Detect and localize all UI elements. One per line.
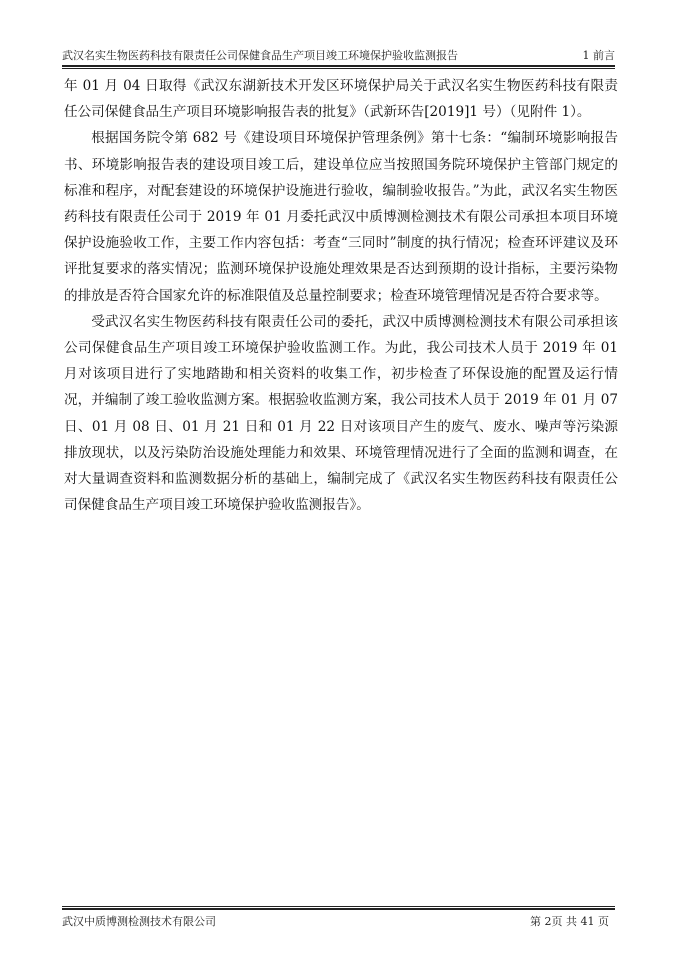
- footer-page-number: 第 2页 共 41 页: [530, 915, 609, 928]
- footer-divider-thin: [62, 906, 615, 907]
- footer-divider-thick: [62, 908, 615, 910]
- paragraph-regulation: 根据国务院令第 682 号《建设项目环境保护管理条例》第十七条：“编制环境影响报告书、环境影响报告表的建设项目竣工后，建设单位应当按照国务院环境保护主管部门规定的标准和程序，对配套建设的环境保护设施进行验收，编制验收报告。”为此，武汉名实生物医药科技有限责任公司于 2019 年 01 月委托武汉中质博测检测技术有限公司承担本项目环境保护设施验收工作，主要工作内容包括：考查“三同时”制度的执行情况；检查环评建议及环评批复要求的落实情况；监测环境保护设施处理效果是否达到预期的设计指标，主要污染物的排放是否符合国家允许的标准限值及总量控制要求；检查环境管理情况是否符合要求等。: [64, 130, 618, 304]
- paragraph-continued: 年 01 月 04 日取得《武汉东湖新技术开发区环境保护局关于武汉名实生物医药科技有限责任公司保健食品生产项目环境影响报告表的批复》（武新环告[2019]1 号）（见附件 1）。: [64, 78, 618, 121]
- header-divider-thick: [62, 65, 615, 67]
- footer-company-name: 武汉中质博测检测技术有限公司: [62, 915, 216, 928]
- paragraph-commission: 受武汉名实生物医药科技有限责任公司的委托，武汉中质博测检测技术有限公司承担该公司保健食品生产项目竣工环境保护验收监测工作。为此，我公司技术人员于 2019 年 01 月对该项目进行了实地踏勘和相关资料的收集工作，初步检查了环保设施的配置及运行情况，并编制了竣工验收监测方案。根据验收监测方案，我公司技术人员于 2019 年 01 月 07 日、01 月 08 日、01 月 21 日和 01 月 22 日对该项目产生的废气、废水、噪声等污染源排放现状，以及污染防治设施处理能力和效果、环境管理情况进行了全面的监测和调查，在对大量调查资料和监测数据分析的基础上，编制完成了《武汉名实生物医药科技有限责任公司保健食品生产项目竣工环境保护验收监测报告》。: [64, 313, 618, 514]
- header-divider-thin: [62, 68, 615, 69]
- header-document-title: 武汉名实生物医药科技有限责任公司保健食品生产项目竣工环境保护验收监测报告: [62, 49, 458, 62]
- page-footer: [62, 914, 615, 932]
- document-body: [64, 73, 618, 518]
- header-section-label: 1 前言: [582, 49, 615, 62]
